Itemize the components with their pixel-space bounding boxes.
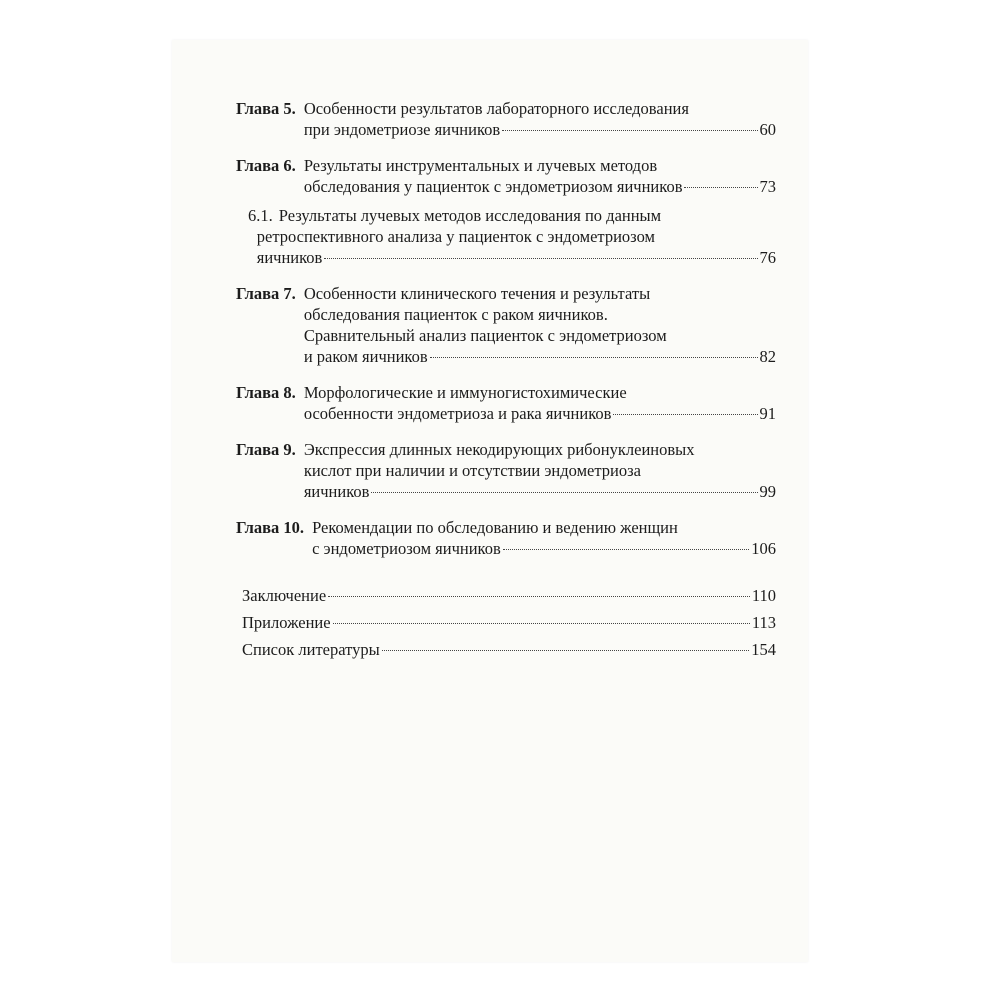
- entry-title-line: с эндометриозом яичников: [312, 539, 501, 558]
- entry-title-line: обследования пациенток с раком яичников.: [303, 305, 608, 324]
- dot-leader: [333, 623, 750, 624]
- chapter-label: Глава 9.: [236, 440, 296, 459]
- page-number: 76: [759, 248, 776, 267]
- chapter-label: Глава 6.: [236, 156, 296, 175]
- entry-title-line: Рекомендации по обследованию и ведению женщин: [312, 518, 678, 537]
- dot-leader: [503, 549, 749, 550]
- dot-leader: [430, 357, 758, 358]
- section-label: 6.1.: [248, 206, 273, 225]
- page-number: 106: [751, 539, 776, 558]
- entry-title-line: ретроспективного анализа у пациенток с эндометриозом: [256, 227, 655, 246]
- page-number: 113: [751, 613, 776, 632]
- dot-leader: [382, 650, 750, 651]
- dot-leader: [371, 492, 757, 493]
- toc-entry-chapter-7: [236, 283, 776, 367]
- entry-title-line: яичников: [256, 248, 323, 267]
- dot-leader: [502, 130, 757, 131]
- entry-title-line: особенности эндометриоза и рака яичников: [303, 404, 612, 423]
- toc-entry-chapter-10: [236, 517, 776, 559]
- entry-title-line: Экспрессия длинных некодирующих рибонуклеиновых: [303, 440, 695, 459]
- entry-title-line: Морфологические и иммуногистохимические: [303, 383, 627, 402]
- page-number: 154: [751, 640, 776, 659]
- dot-leader: [324, 258, 757, 259]
- entry-title-line: при эндометриозе яичников: [303, 120, 501, 139]
- chapter-label: Глава 8.: [236, 383, 296, 402]
- dot-leader: [684, 187, 757, 188]
- toc-entry-chapter-8: [236, 382, 776, 424]
- entry-title-line: яичников: [303, 482, 370, 501]
- entry-title: Список литературы: [242, 640, 380, 659]
- page-number: 82: [759, 347, 776, 366]
- page-number: 73: [759, 177, 776, 196]
- toc-entry-conclusion: [242, 585, 776, 606]
- entry-title-line: кислот при наличии и отсутствии эндометриоза: [303, 461, 641, 480]
- toc-entry-section-6-1: [236, 205, 776, 268]
- entry-title-line: Особенности клинического течения и результаты: [303, 284, 651, 303]
- toc-back-matter: [236, 585, 776, 660]
- chapter-label: Глава 5.: [236, 99, 296, 118]
- toc-entry-chapter-9: [236, 439, 776, 502]
- dot-leader: [613, 414, 757, 415]
- entry-title-line: и раком яичников: [303, 347, 428, 366]
- entry-title: Приложение: [242, 613, 331, 632]
- dot-leader: [328, 596, 750, 597]
- entry-title-line: Особенности результатов лабораторного исследования: [303, 99, 689, 118]
- entry-title-line: Результаты лучевых методов исследования по данным: [278, 206, 662, 225]
- toc-entry-chapter-5: [236, 98, 776, 140]
- entry-title-line: Сравнительный анализ пациенток с эндометриозом: [303, 326, 667, 345]
- toc-entry-references: [242, 639, 776, 660]
- page-number: 99: [759, 482, 776, 501]
- entry-title-line: обследования у пациенток с эндометриозом яичников: [303, 177, 683, 196]
- chapter-label: Глава 7.: [236, 284, 296, 303]
- page-number: 91: [759, 404, 776, 423]
- toc-entry-chapter-6: [236, 155, 776, 197]
- entry-title-line: Результаты инструментальных и лучевых методов: [303, 156, 658, 175]
- entry-title: Заключение: [242, 586, 327, 605]
- table-of-contents: [236, 98, 776, 666]
- page-number: 60: [759, 120, 776, 139]
- toc-entry-appendix: [242, 612, 776, 633]
- page-number: 110: [751, 586, 776, 605]
- chapter-label: Глава 10.: [236, 518, 305, 537]
- book-page: [172, 40, 808, 962]
